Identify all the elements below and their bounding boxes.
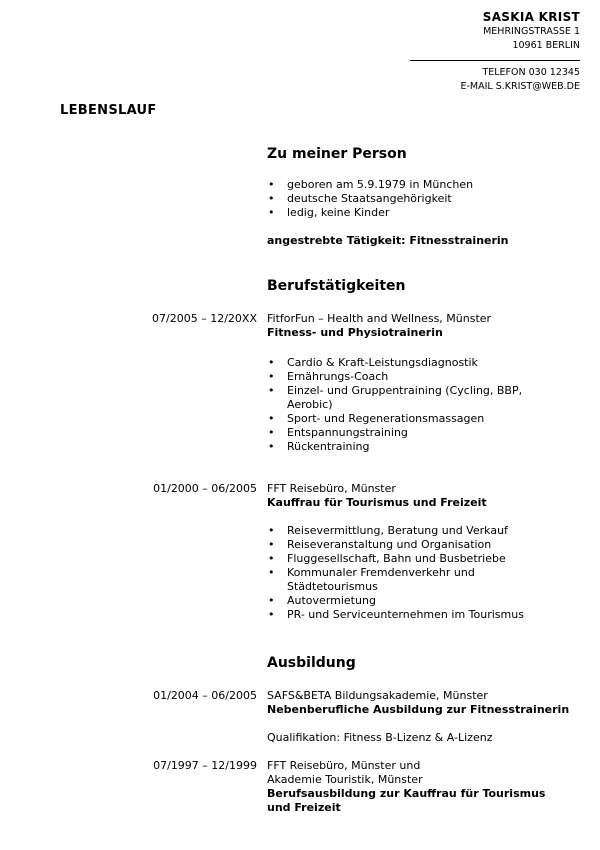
contact-header	[410, 10, 580, 94]
education-program: Nebenberufliche Ausbildung zur Fitnesstrainerin	[267, 703, 570, 716]
section-heading-education: Ausbildung	[267, 655, 356, 671]
list-item: • Reiseveranstaltung und Organisation	[267, 538, 567, 552]
list-item: • Kommunaler Fremdenverkehr und Städtetourismus	[267, 566, 567, 594]
list-item: • PR- und Serviceunternehmen im Tourismus	[267, 608, 567, 622]
street-address: MEHRINGSTRASSE 1	[483, 26, 580, 37]
education-dates: 01/2004 – 06/2005	[153, 689, 257, 702]
job-entry	[267, 482, 487, 510]
list-item: • Ernährungs-Coach	[267, 370, 567, 384]
section-heading-person: Zu meiner Person	[267, 146, 407, 162]
job-task-list	[267, 524, 567, 622]
person-list	[267, 178, 567, 220]
job-employer: FFT Reisebüro, Münster	[267, 482, 396, 495]
job-employer: FitforFun – Health and Wellness, Münster	[267, 312, 492, 325]
list-item: • deutsche Staatsangehörigkeit	[267, 192, 567, 206]
education-program: Berufsausbildung zur Kauffrau für Tourismus	[267, 787, 546, 800]
list-item: • geboren am 5.9.1979 in München	[267, 178, 567, 192]
job-dates: 07/2005 – 12/20XX	[152, 312, 257, 325]
applicant-name: SASKIA KRIST	[482, 10, 580, 24]
job-task-list	[267, 356, 567, 454]
education-dates: 07/1997 – 12/1999	[153, 759, 257, 772]
list-item: • Rückentraining	[267, 440, 567, 454]
education-institution: SAFS&BETA Bildungsakademie, Münster	[267, 689, 488, 702]
education-program: und Freizeit	[267, 801, 341, 814]
job-role: Kauffrau für Tourismus und Freizeit	[267, 496, 487, 509]
document-title: LEBENSLAUF	[60, 103, 157, 118]
education-institution: FFT Reisebüro, Münster und	[267, 759, 421, 772]
education-section	[267, 655, 356, 671]
education-entry	[267, 689, 569, 745]
email-address: E-MAIL S.KRIST@WEB.DE	[460, 81, 580, 92]
list-item: • Cardio & Kraft-Leistungsdiagnostik	[267, 356, 567, 370]
list-item: • Entspannungstraining	[267, 426, 567, 440]
list-item: • Autovermietung	[267, 594, 567, 608]
job-role: Fitness- und Physiotrainerin	[267, 326, 443, 339]
list-item: • Sport- und Regenerationsmassagen	[267, 412, 567, 426]
education-qualification: Qualifikation: Fitness B-Lizenz & A-Lizenz	[267, 731, 493, 744]
job-entry	[267, 312, 491, 340]
work-section	[267, 278, 406, 294]
list-item: • Fluggesellschaft, Bahn und Busbetriebe	[267, 552, 567, 566]
education-institution: Akademie Touristik, Münster	[267, 773, 423, 786]
phone-number: TELEFON 030 12345	[482, 67, 580, 78]
city-address: 10961 BERLIN	[512, 40, 580, 51]
target-position: angestrebte Tätigkeit: Fitnesstrainerin	[267, 234, 509, 247]
header-divider	[410, 60, 580, 61]
job-dates: 01/2000 – 06/2005	[153, 482, 257, 495]
person-section	[267, 146, 407, 162]
education-entry	[267, 759, 545, 815]
list-item: • ledig, keine Kinder	[267, 206, 567, 220]
section-heading-work: Berufstätigkeiten	[267, 278, 406, 294]
list-item: • Einzel- und Gruppentraining (Cycling, BBP, Aerobic)	[267, 384, 567, 412]
list-item: • Reisevermittlung, Beratung und Verkauf	[267, 524, 567, 538]
